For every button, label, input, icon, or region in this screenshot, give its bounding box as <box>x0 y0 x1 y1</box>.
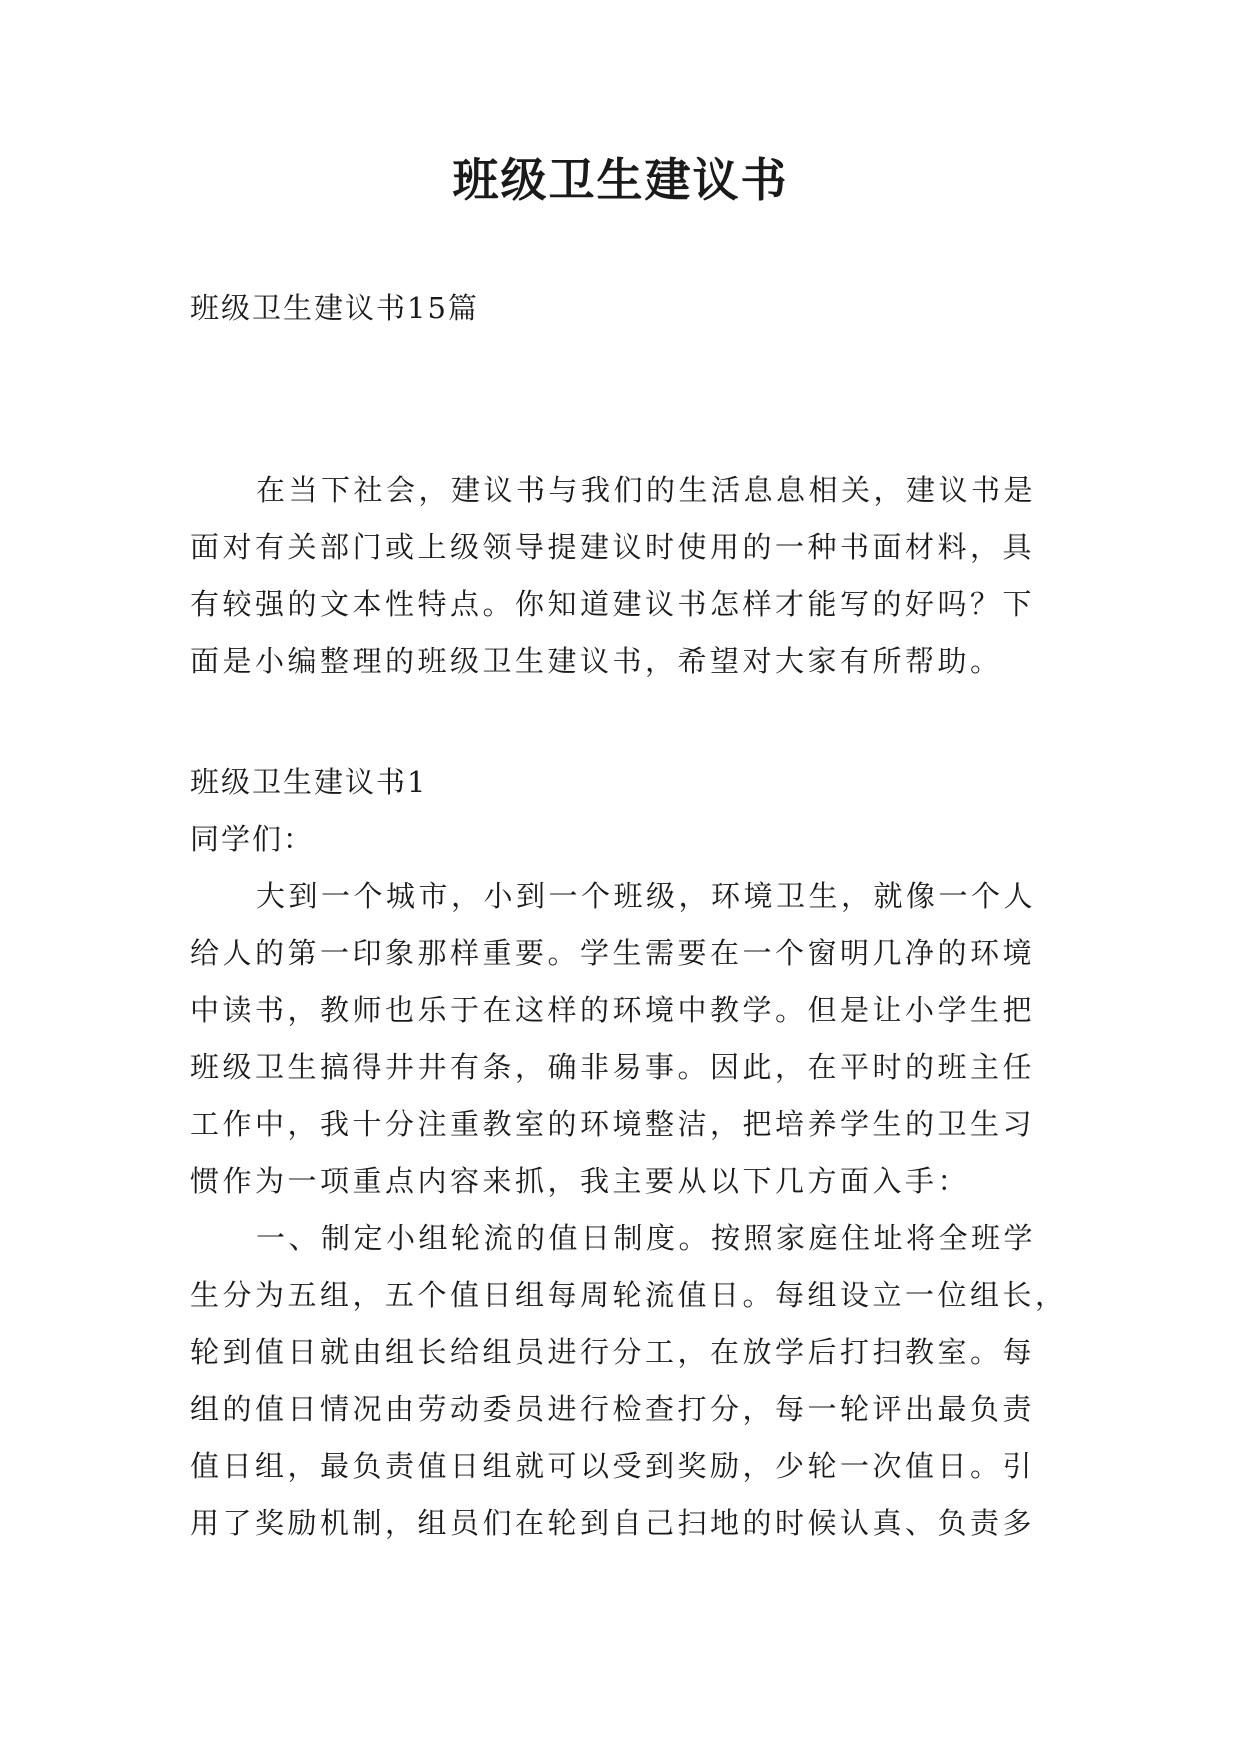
paragraph-line: 工作中，我十分注重教室的环境整洁，把培养学生的卫生习 <box>190 1107 1036 1141</box>
paragraph-line: 班级卫生搞得井井有条，确非易事。因此，在平时的班主任 <box>190 1050 1036 1084</box>
paragraph-line: 用了奖励机制，组员们在轮到自己扫地的时候认真、负责多 <box>190 1506 1036 1540</box>
paragraph-line: 大到一个城市，小到一个班级，环境卫生，就像一个人 <box>256 879 1037 913</box>
document-subtitle: 班级卫生建议书15篇 <box>190 291 479 325</box>
paragraph-line: 组的值日情况由劳动委员进行检查打分，每一轮评出最负责 <box>190 1392 1036 1426</box>
paragraph-line: 生分为五组，五个值日组每周轮流值日。每组设立一位组长， <box>190 1278 1068 1312</box>
paragraph-line: 值日组，最负责值日组就可以受到奖励，少轮一次值日。引 <box>190 1449 1036 1483</box>
salutation: 同学们： <box>190 822 315 856</box>
paragraph-line: 一、制定小组轮流的值日制度。按照家庭住址将全班学 <box>256 1221 1037 1255</box>
intro-paragraph <box>190 462 1050 690</box>
document-title: 班级卫生建议书 <box>452 153 789 207</box>
intro-line: 在当下社会，建议书与我们的生活息息相关，建议书是 <box>256 473 1037 507</box>
intro-line: 有较强的文本性特点。你知道建议书怎样才能写的好吗？下 <box>190 587 1036 621</box>
paragraph-line: 轮到值日就由组长给组员进行分工，在放学后打扫教室。每 <box>190 1335 1036 1369</box>
paragraph-line: 给人的第一印象那样重要。学生需要在一个窗明几净的环境 <box>190 936 1036 970</box>
section-1 <box>190 754 1068 1552</box>
paragraph-line: 中读书，教师也乐于在这样的环境中教学。但是让小学生把 <box>190 993 1036 1027</box>
intro-line: 面对有关部门或上级领导提建议时使用的一种书面材料，具 <box>190 530 1036 564</box>
paragraph-line: 惯作为一项重点内容来抓，我主要从以下几方面入手： <box>190 1164 971 1198</box>
section-heading: 班级卫生建议书1 <box>190 765 428 799</box>
intro-line: 面是小编整理的班级卫生建议书，希望对大家有所帮助。 <box>190 644 1003 678</box>
